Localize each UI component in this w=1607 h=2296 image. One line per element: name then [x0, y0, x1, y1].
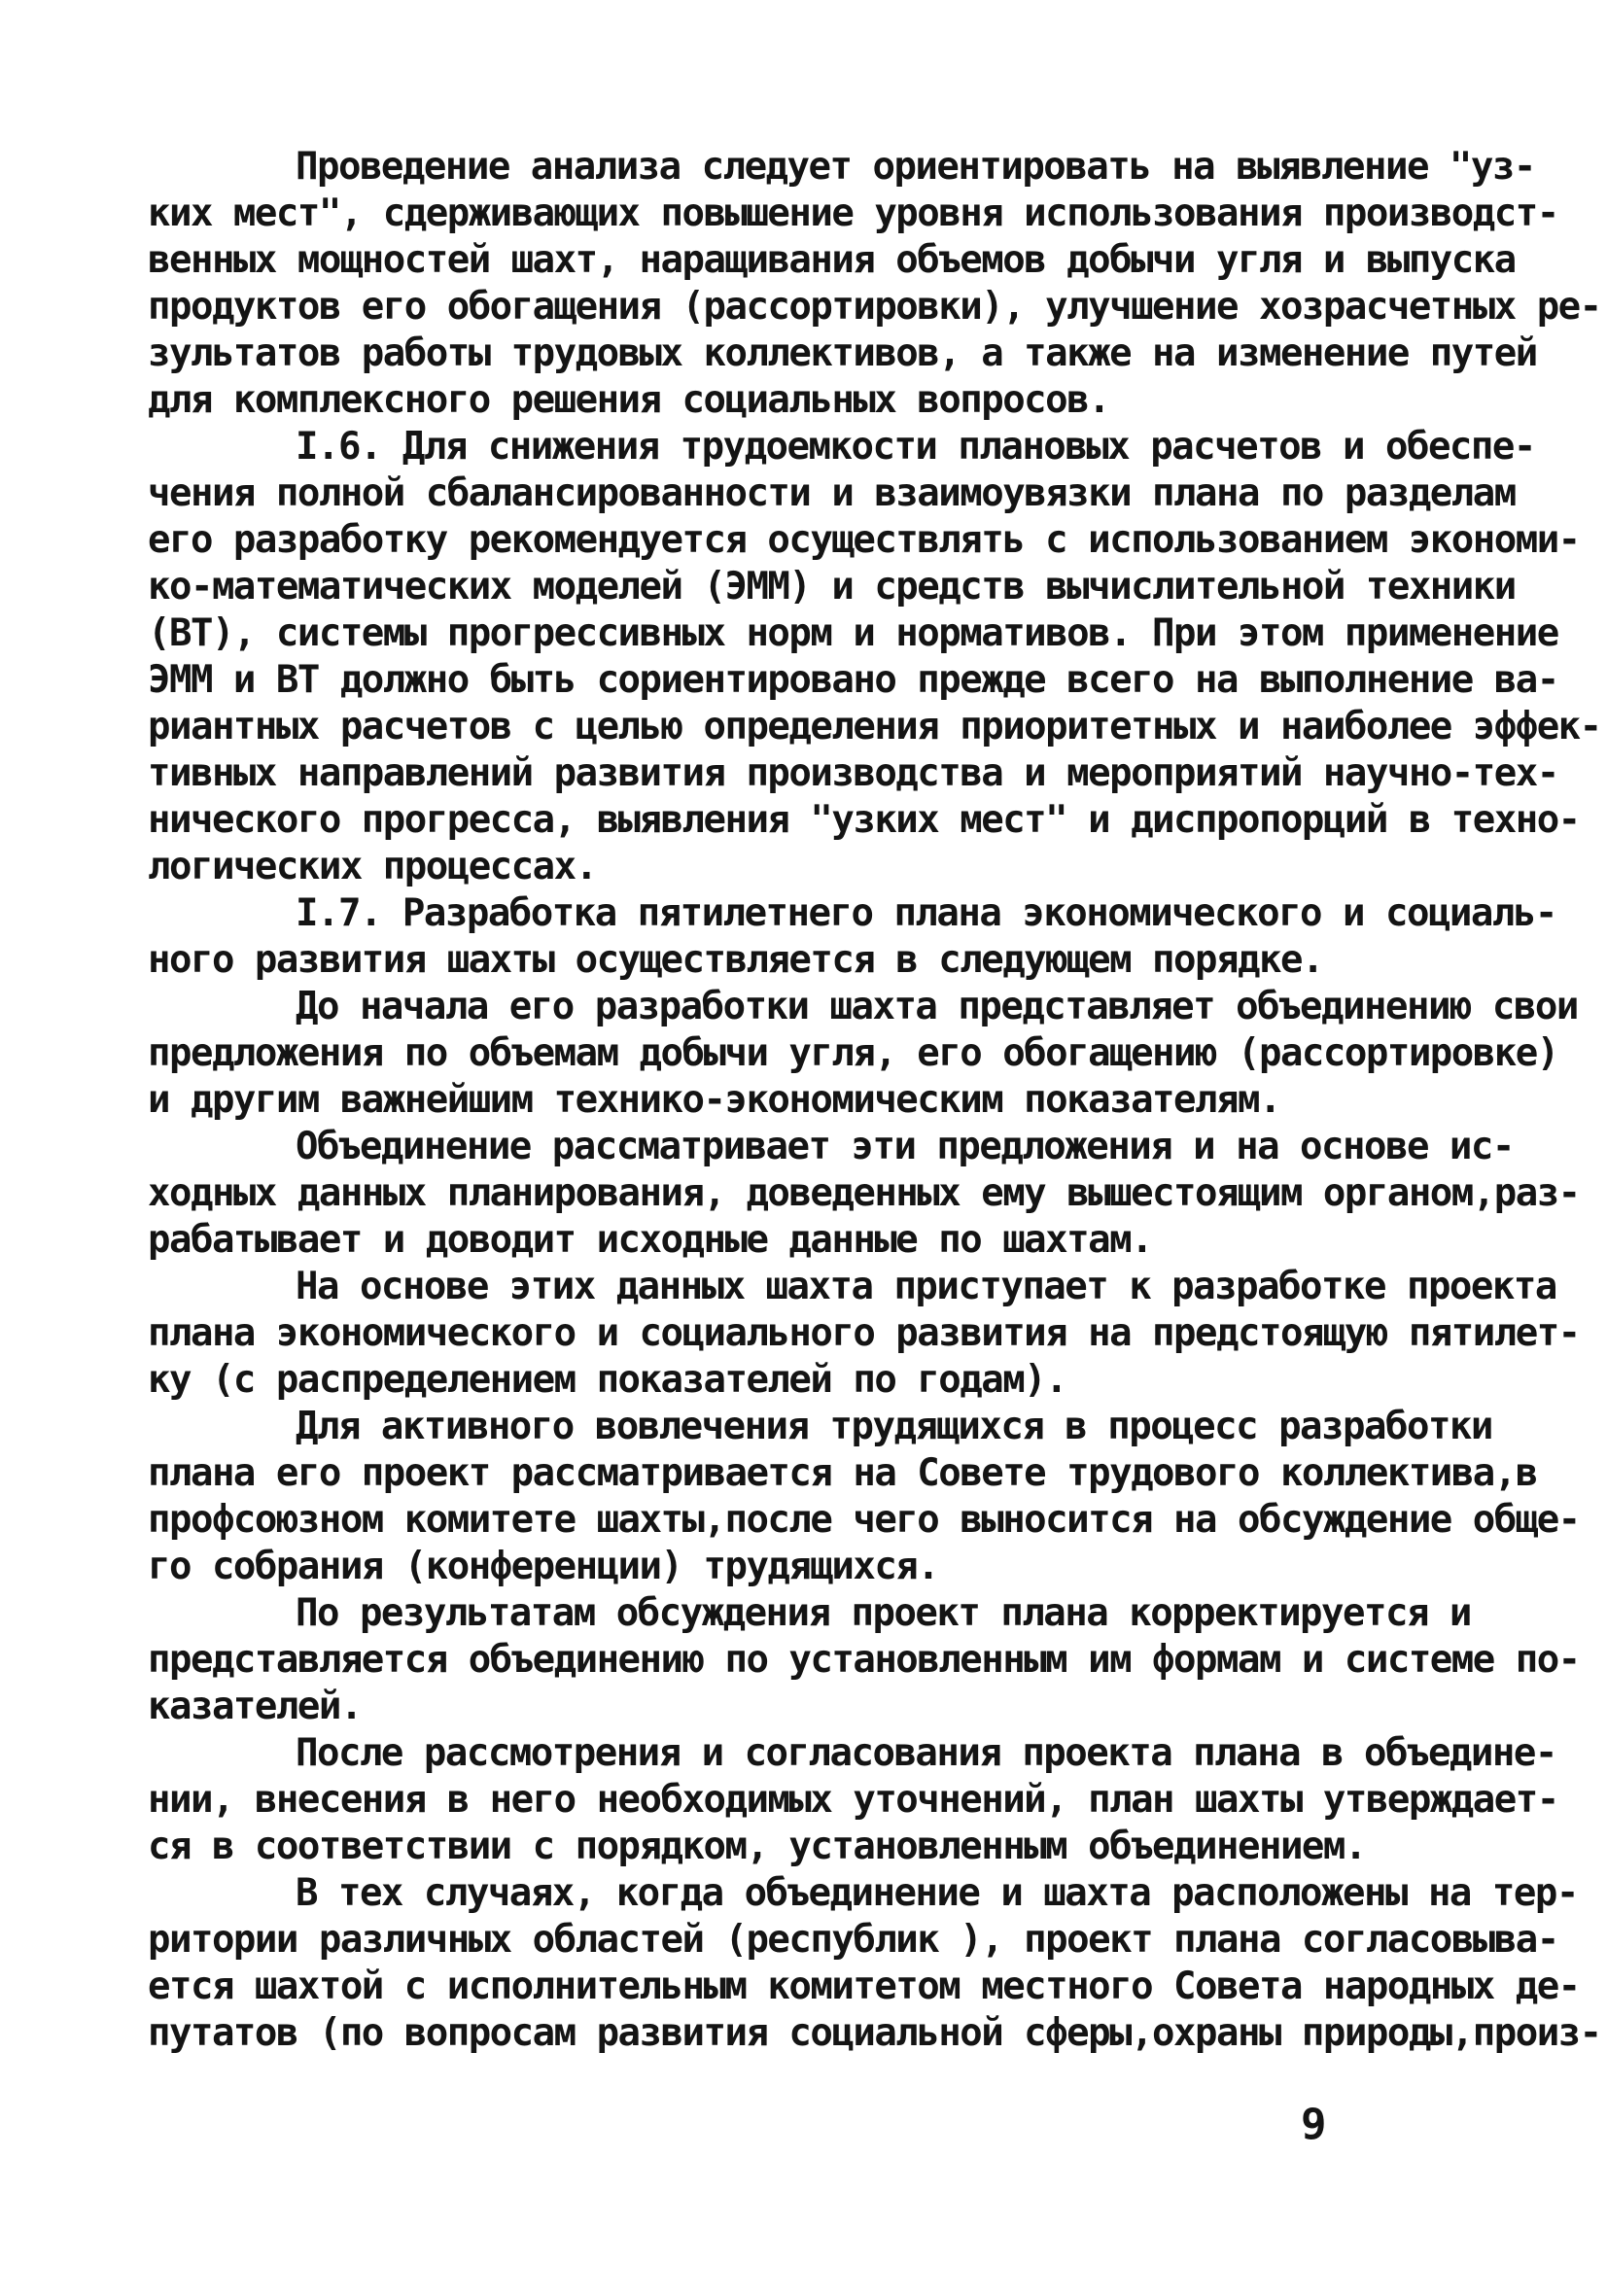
text-line: ходных данных планирования, доведенных ему вышестоящим органом,раз-	[148, 1171, 1580, 1215]
text-line: риантных расчетов с целью определения приоритетных и наиболее эффек-	[148, 705, 1601, 748]
text-line: для комплексного решения социальных вопросов.	[148, 378, 1110, 422]
page-number: 9	[1301, 2100, 1327, 2149]
paragraph-discussion-results	[148, 1590, 1580, 1730]
text-line: венных мощностей шахт, наращивания объемов добычи угля и выпуска	[148, 238, 1516, 282]
text-line: На основе этих данных шахта приступает к разработке проекта	[296, 1265, 1556, 1308]
text-line: путатов (по вопросам развития социальной сферы,охраны природы,произ-	[148, 2011, 1601, 2055]
text-line: тивных направлений развития производства и мероприятий научно-тех-	[148, 751, 1558, 795]
paragraph-plan-approval	[148, 1730, 1558, 1870]
paragraph-section-1-7	[148, 890, 1556, 984]
text-line: По результатам обсуждения проект плана корректируется и	[296, 1591, 1471, 1635]
text-line: и другим важнейшим технико-экономическим показателям.	[148, 1078, 1280, 1122]
text-line: ся в соответствии с порядком, установленным объединением.	[148, 1825, 1366, 1868]
text-line: ко-математических моделей (ЭММ) и средств вычислительной техники	[148, 565, 1516, 609]
text-line: чения полной сбалансированности и взаимоувязки плана по разделам	[148, 471, 1516, 515]
text-line: Объединение рассматривает эти предложения и на основе ис-	[296, 1125, 1514, 1168]
text-line: ного развития шахты осуществляется в следующем порядке.	[148, 938, 1323, 982]
text-line: (ВТ), системы прогрессивных норм и нормативов. При этом применение	[148, 611, 1558, 655]
text-line: В тех случаях, когда объединение и шахта расположены на тер-	[296, 1871, 1578, 1915]
text-line: предложения по объемам добычи угля, его обогащению (рассортировке)	[148, 1031, 1558, 1075]
text-line: логических процессах.	[148, 845, 597, 888]
text-line: го собрания (конференции) трудящихся.	[148, 1545, 939, 1588]
paragraph-analysis-focus	[148, 144, 1601, 424]
text-line: До начала его разработки шахта представляет объединению свои	[296, 985, 1578, 1028]
text-line: Для активного вовлечения трудящихся в процесс разработки	[296, 1405, 1492, 1448]
text-line: ется шахтой с исполнительным комитетом местного Совета народных де-	[148, 1965, 1580, 2008]
text-line: плана экономического и социального развития на предстоящую пятилет-	[148, 1311, 1580, 1355]
text-line: Проведение анализа следует ориентировать на выявление "уз-	[296, 145, 1535, 189]
text-line: продуктов его обогащения (рассортировки), улучшение хозрасчетных ре-	[148, 285, 1601, 329]
text-line: его разработку рекомендуется осуществлять с использованием экономи-	[148, 518, 1580, 562]
paragraph-draft-development	[148, 1264, 1580, 1404]
document-body	[148, 144, 1601, 2057]
text-line: зультатов работы трудовых коллективов, а также на изменение путей	[148, 331, 1537, 375]
paragraph-regional-coordination	[148, 1870, 1601, 2057]
text-line: представляется объединению по установленным им формам и системе по-	[148, 1638, 1580, 1682]
text-line: ких мест", сдерживающих повышение уровня использования производст-	[148, 191, 1558, 235]
paragraph-association-review	[148, 1124, 1580, 1264]
text-line: нического прогресса, выявления "узких мест" и диспропорций в техно-	[148, 798, 1580, 842]
text-line: ритории различных областей (республик ), проект плана согласовыва-	[148, 1918, 1558, 1962]
paragraph-worker-involvement	[148, 1404, 1580, 1590]
text-line: рабатывает и доводит исходные данные по шахтам.	[148, 1218, 1153, 1262]
text-line: казателей.	[148, 1685, 362, 1728]
text-line: I.7. Разработка пятилетнего плана экономического и социаль-	[296, 891, 1556, 935]
text-line: ЭММ и ВТ должно быть сориентировано прежде всего на выполнение ва-	[148, 658, 1558, 702]
text-line: ку (с распределением показателей по годам).	[148, 1358, 1067, 1402]
text-line: профсоюзном комитете шахты,после чего выносится на обсуждение обще-	[148, 1498, 1580, 1542]
paragraph-mine-proposals	[148, 984, 1578, 1124]
text-line: нии, внесения в него необходимых уточнений, план шахты утверждает-	[148, 1778, 1558, 1822]
text-line: I.6. Для снижения трудоемкости плановых расчетов и обеспе-	[296, 425, 1535, 469]
paragraph-section-1-6	[148, 424, 1601, 890]
text-line: плана его проект рассматривается на Совете трудового коллектива,в	[148, 1451, 1537, 1495]
text-line: После рассмотрения и согласования проекта плана в объедине-	[296, 1731, 1556, 1775]
